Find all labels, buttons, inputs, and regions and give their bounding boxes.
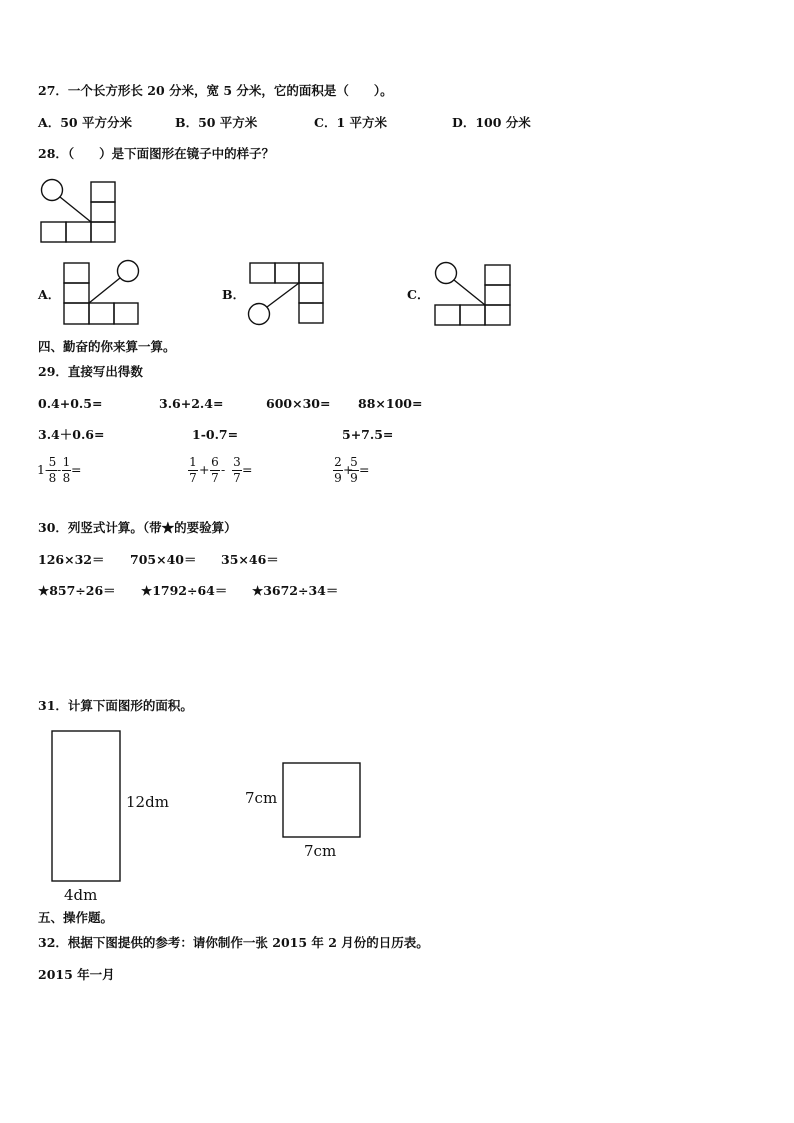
q30-r1-c2: 705×40＝ (130, 552, 197, 567)
frac1-term1-numerator: 5 (48, 455, 57, 469)
q29-r2-c1: 3.4＋0.6= (38, 427, 105, 442)
q31-stem: 31．计算下面图形的面积。 (38, 698, 193, 713)
q29-r1-c4: 88×100= (358, 396, 423, 411)
q30-r2-c1: ★857÷26＝ (38, 583, 116, 598)
q32-stem: 32．根据下图提供的参考：请你制作一张 2015 年 2 月份的日历表。 (38, 935, 429, 950)
section-4-heading: 四、勤奋的你来算一算。 (38, 339, 176, 354)
frac1-op: - (57, 462, 62, 477)
q27-stem: 27．一个长方形长 20 分米，宽 5 分米，它的面积是（ ）。 (38, 83, 393, 98)
frac1-eq: = (71, 462, 82, 477)
frac2-term1-denominator: 7 (189, 471, 197, 485)
q30-r2-c3: ★3672÷34＝ (252, 583, 339, 598)
q31-rect-height-label: 12dm (126, 793, 169, 811)
q29-r1-c1: 0.4+0.5= (38, 396, 103, 411)
frac2-term2-denominator: 7 (211, 471, 219, 485)
frac3-term2-numerator: 5 (350, 455, 358, 469)
q28-option-b-label[interactable]: B． (222, 287, 246, 302)
q27-option-b[interactable]: B．50 平方米 (175, 115, 258, 130)
q29-stem: 29．直接写出得数 (38, 364, 143, 379)
q31-rect-width-label: 4dm (64, 886, 98, 904)
q30-r2-c2: ★1792÷64＝ (141, 583, 228, 598)
section-5-heading: 五、操作题。 (38, 910, 114, 925)
q32-caption: 2015 年一月 (38, 967, 115, 982)
frac3-eq: = (359, 462, 370, 477)
frac2-term3-denominator: 7 (233, 471, 241, 485)
q27-option-d[interactable]: D．100 分米 (452, 115, 531, 130)
q29-r1-c2: 3.6+2.4= (159, 396, 224, 411)
frac1-lead: 1- (37, 462, 50, 477)
q29-r2-c2: 1-0.7= (192, 427, 239, 442)
frac3-term1-numerator: 2 (334, 455, 342, 469)
q28-option-c-label[interactable]: C． (407, 287, 430, 302)
frac2-eq: = (242, 462, 253, 477)
frac3-term1-denominator: 9 (334, 471, 342, 485)
q31-square-side-label-left: 7cm (245, 789, 278, 807)
q30-r1-c3: 35×46＝ (221, 552, 279, 567)
frac3-term2-denominator: 9 (350, 471, 358, 485)
frac2-term2-numerator: 6 (211, 455, 219, 469)
q27-option-a[interactable]: A．50 平方分米 (38, 115, 132, 130)
frac3-op: + (343, 462, 354, 477)
q29-r2-c3: 5+7.5= (342, 427, 394, 442)
q28-option-a-label[interactable]: A． (38, 287, 61, 302)
q30-stem: 30．列竖式计算。（带★的要验算） (38, 520, 237, 535)
q27-option-c[interactable]: C．1 平方米 (314, 115, 387, 130)
q30-r1-c1: 126×32＝ (38, 552, 105, 567)
frac2-term1-numerator: 1 (189, 455, 197, 469)
frac1-term1-denominator: 8 (48, 471, 57, 485)
frac2-op2: - (221, 462, 226, 477)
frac1-term2-denominator: 8 (62, 471, 71, 485)
frac1-term2-numerator: 1 (62, 455, 71, 469)
q29-r1-c3: 600×30= (266, 396, 331, 411)
frac2-term3-numerator: 3 (233, 455, 241, 469)
frac2-op1: + (199, 462, 210, 477)
q31-square-side-label-bottom: 7cm (304, 842, 337, 860)
q28-stem: 28．（ ）是下面图形在镜子中的样子？ (38, 146, 275, 161)
